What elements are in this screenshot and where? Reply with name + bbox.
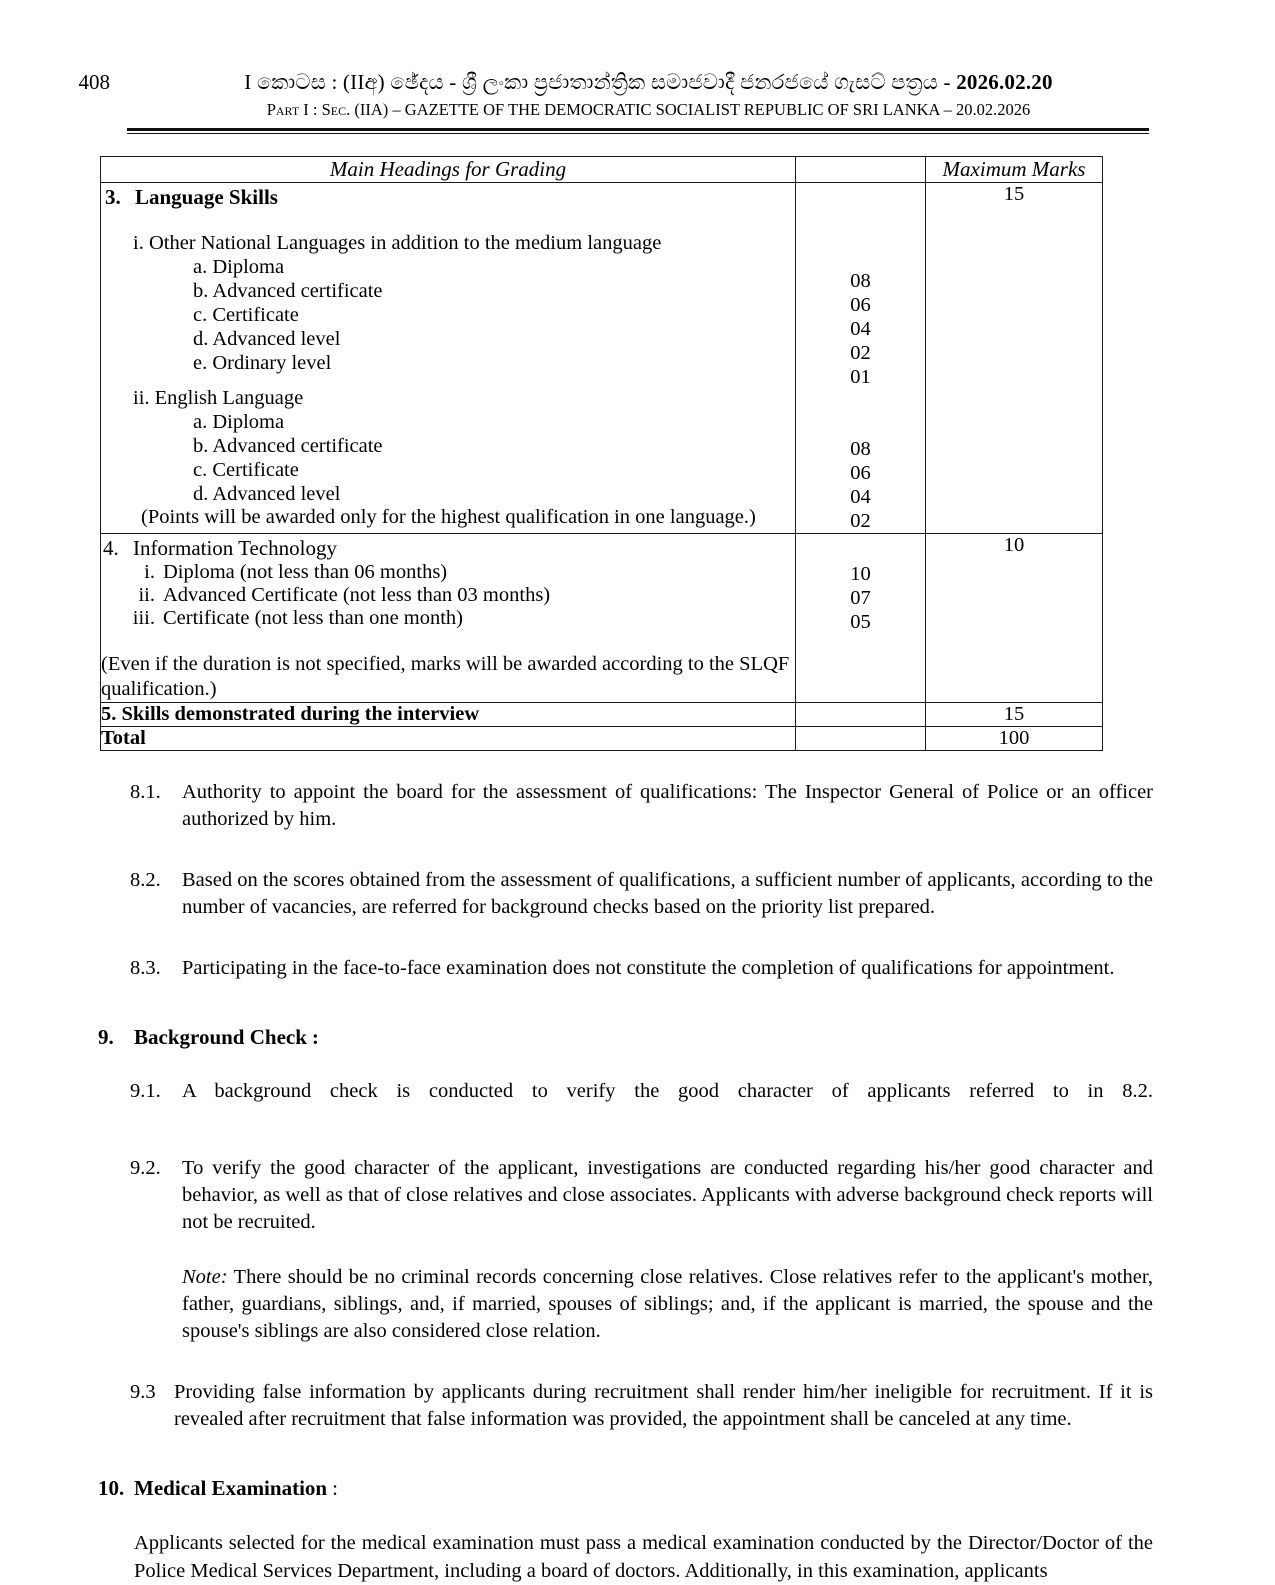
list-item: e. Ordinary level xyxy=(193,352,332,374)
section-title: Medical Examination xyxy=(134,1476,328,1500)
mark-value: 05 xyxy=(850,611,871,633)
table-row xyxy=(101,183,1103,534)
paragraph-label: 8.2. xyxy=(130,869,161,891)
paragraph-text: To verify the good character of the applicant, investigations are conducted regarding his/her good character and behavior, as well as that of close relatives and close associates. Applicants with adverse background check reports will not be recruited. xyxy=(182,1157,1153,1233)
row-language-skills-title xyxy=(105,185,795,210)
mark-value: 06 xyxy=(850,462,871,484)
list-item: a. Diploma xyxy=(193,411,285,433)
paragraph-label: 9.1. xyxy=(130,1080,161,1102)
header-english-rest: (IIA) – GAZETTE OF THE DEMOCRATIC SOCIALIST REPUBLIC OF SRI LANKA – 20.02.2026 xyxy=(350,100,1031,119)
paragraph-label: 9.2. xyxy=(130,1157,161,1179)
paragraph-text: Participating in the face-to-face examination does not constitute the completion of qualifications for appointment. xyxy=(182,957,1115,979)
mark-value: 07 xyxy=(850,587,871,609)
section-number: 9. xyxy=(98,1025,114,1049)
it-note: (Even if the duration is not specified, marks will be awarded according to the SLQF qualification.) xyxy=(101,653,790,700)
row-total-label: Total xyxy=(101,727,796,751)
section-heading-9 xyxy=(98,1024,1275,1050)
paragraph-label: 8.3. xyxy=(130,957,161,979)
mark-value: 01 xyxy=(850,366,871,388)
row-interview-skills-max: 15 xyxy=(926,703,1103,727)
language-group-1-list xyxy=(193,255,795,375)
list-item-roman: iii. xyxy=(132,607,155,629)
header-sinhala-title xyxy=(110,70,1275,95)
it-marks-stack xyxy=(796,562,925,634)
header-part-label: Part xyxy=(266,100,300,119)
row-it-marks xyxy=(796,534,926,703)
row-interview-skills-marks xyxy=(796,703,926,727)
section-number: 10. xyxy=(98,1476,125,1500)
header-sec-label: Sec. xyxy=(321,100,351,119)
section-colon: : xyxy=(332,1476,338,1500)
table-row xyxy=(101,703,1103,727)
language-group-2-heading: ii. English Language xyxy=(133,387,304,409)
language-skills-footnote: (Points will be awarded only for the highest qualification in one language.) xyxy=(141,506,756,528)
language-group-2-list xyxy=(193,410,795,506)
mark-value: 04 xyxy=(850,486,871,508)
section-title: Background Check xyxy=(134,1025,307,1049)
language-group-2-marks xyxy=(796,437,925,533)
list-item xyxy=(101,561,795,584)
table-row xyxy=(101,727,1103,751)
row-language-skills-max: 15 xyxy=(926,183,1103,534)
list-item: d. Advanced level xyxy=(193,328,341,350)
row-it-title xyxy=(103,536,795,561)
column-header-middle xyxy=(796,157,926,183)
paragraph-text: A background check is conducted to verify the good character of applicants referred to in 8.2. xyxy=(182,1080,1153,1102)
paragraph-10-body: Applicants selected for the medical examination must pass a medical examination conducted by the Director/Doctor of the Police Medical Services Department, including a board of doctors. Additionally, in this examination, applicants xyxy=(134,1532,1153,1582)
list-item: b. Advanced certificate xyxy=(193,280,383,302)
document-body xyxy=(0,751,1275,1585)
list-item: c. Certificate xyxy=(193,304,299,326)
row-it-max: 10 xyxy=(926,534,1103,703)
table-header-row xyxy=(101,157,1103,183)
list-item-roman: i. xyxy=(144,561,155,583)
mark-value: 04 xyxy=(850,318,871,340)
mark-value: 10 xyxy=(850,563,871,585)
row-language-skills-marks xyxy=(796,183,926,534)
row-total-marks xyxy=(796,727,926,751)
paragraph-text: Based on the scores obtained from the assessment of qualifications, a sufficient number of applicants, according to the number of vacancies, are referred for background checks based on the priority list prepared. xyxy=(182,869,1153,918)
row-it-main xyxy=(101,534,796,703)
mark-value: 08 xyxy=(850,438,871,460)
row-number: 3. xyxy=(105,185,121,209)
list-item-label: Certificate (not less than one month) xyxy=(163,607,464,629)
row-title-text: Information Technology xyxy=(133,536,338,560)
row-number: 4. xyxy=(103,536,119,560)
it-list xyxy=(101,561,795,630)
list-item: a. Diploma xyxy=(193,256,285,278)
header-sinhala-date: 2026.02.20 xyxy=(956,70,1053,94)
paragraph-label: 9.3 xyxy=(130,1381,156,1403)
paragraph-9-3 xyxy=(130,1379,1153,1433)
list-item-label: Diploma (not less than 06 months) xyxy=(163,561,448,583)
section-heading-10 xyxy=(98,1475,1275,1501)
table-row xyxy=(101,534,1103,703)
language-group-1-marks xyxy=(796,269,925,389)
row-title-text: Language Skills xyxy=(135,185,278,209)
paragraph-text: Providing false information by applicants during recruitment shall render him/her ineligible for recruitment. If it is revealed after recruitment that false information was provided, the appointment shall be canceled at any time. xyxy=(174,1381,1153,1430)
column-header-max: Maximum Marks xyxy=(926,157,1103,183)
paragraph-8-1 xyxy=(130,779,1153,833)
paragraph-label: 8.1. xyxy=(130,781,161,803)
mark-value: 02 xyxy=(850,342,871,364)
header-primary-line xyxy=(0,70,1275,95)
header-sinhala-text: I කොටස : (IIඅ) ඡේදය - ශ්‍රී ලංකා ප්‍රජාතාන්ත්‍රික සමාජවාදී ජනරජයේ ගැසට් පත්‍රය - xyxy=(244,70,957,94)
language-group-1-heading: i. Other National Languages in addition to the medium language xyxy=(133,232,662,254)
mark-value: 02 xyxy=(850,510,871,532)
mark-value: 08 xyxy=(850,270,871,292)
row-language-skills-main xyxy=(101,183,796,534)
paragraph-9-2 xyxy=(130,1155,1153,1236)
row-interview-skills-label: 5. Skills demonstrated during the interview xyxy=(101,703,796,727)
note-text: There should be no criminal records concerning close relatives. Close relatives refer to the applicant's mother, father, guardians, siblings, and, if married, spouses of siblings; and, if the applicant is married, the spouse and the spouse's siblings are also considered close relation. xyxy=(182,1266,1153,1342)
list-item-roman: ii. xyxy=(138,584,155,606)
column-header-main: Main Headings for Grading xyxy=(101,157,796,183)
list-item: d. Advanced level xyxy=(193,483,341,505)
list-item xyxy=(101,584,795,607)
list-item: b. Advanced certificate xyxy=(193,435,383,457)
header-part-number: I : xyxy=(299,100,322,119)
page-header xyxy=(0,0,1275,134)
grading-table xyxy=(100,156,1103,751)
mark-value: 06 xyxy=(850,294,871,316)
header-english-title xyxy=(0,100,1275,120)
header-divider xyxy=(127,128,1149,134)
paragraph-8-3 xyxy=(130,955,1153,982)
list-item-label: Advanced Certificate (not less than 03 months) xyxy=(163,584,551,606)
paragraph-9-1 xyxy=(130,1078,1153,1105)
row-total-max: 100 xyxy=(926,727,1103,751)
section-colon: : xyxy=(311,1025,319,1049)
paragraph-text: Authority to appoint the board for the assessment of qualifications: The Inspector General of Police or an officer authorized by him. xyxy=(182,781,1153,830)
note-paragraph xyxy=(182,1264,1153,1345)
list-item xyxy=(101,607,795,630)
list-item: c. Certificate xyxy=(193,459,299,481)
page-number: 408 xyxy=(78,70,110,94)
paragraph-8-2 xyxy=(130,867,1153,921)
note-label: Note: xyxy=(182,1266,228,1288)
